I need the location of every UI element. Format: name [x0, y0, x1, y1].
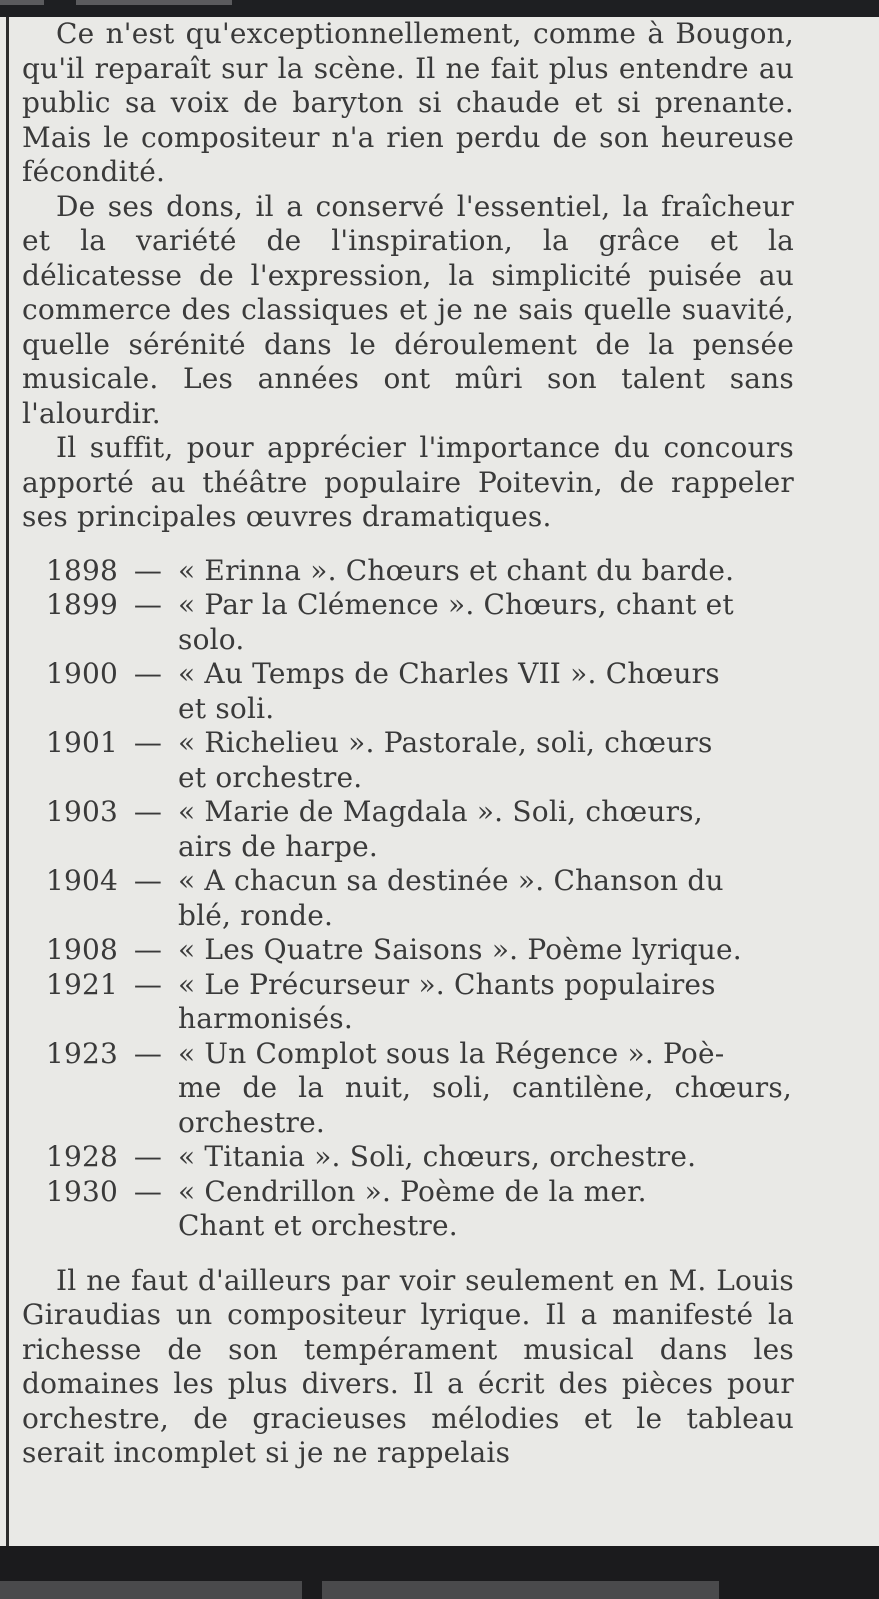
- work-dash: —: [133, 726, 163, 759]
- work-description: [178, 554, 794, 589]
- works-list: [22, 554, 794, 1244]
- work-description: [178, 864, 794, 933]
- paragraph: De ses dons, il a conservé l'essentiel, la fraîcheur et la variété de l'inspiration, la grâce et la délicatesse de l'expression, la simplicité puisée au commerce des classiques et je ne sais quelle suavité, quelle sérénité dans le déroulement de la pensée musicale. Les années ont mûri son talent sans l'alourdir.: [22, 189, 794, 430]
- article-text: [22, 17, 794, 1471]
- work-entry: [22, 1037, 794, 1141]
- work-title-line: « Les Quatre Saisons ». Poème lyrique.: [178, 933, 742, 966]
- work-title-line: « Cendrillon ». Poème de la mer.: [178, 1174, 647, 1208]
- work-continuation: Chant et orchestre.: [178, 1209, 458, 1242]
- paragraph: Il ne faut d'ailleurs par voir seulement en M. Louis Giraudias un compositeur lyrique. Il a manifesté la richesse de son tempérament musical dans les domaines les plus divers. Il a écrit des pièces pour orchestre, de gracieuses mélodies et le tableau serait incomplet si je ne rappelais: [22, 1263, 794, 1469]
- work-dash: —: [133, 967, 163, 1001]
- work-title-line: « Richelieu ». Pastorale, soli, chœurs: [178, 726, 713, 759]
- work-year: 1908: [45, 933, 118, 966]
- work-title-line: « Marie de Magdala ». Soli, chœurs,: [178, 795, 703, 828]
- work-year: 1930: [45, 1174, 118, 1208]
- scanned-page: [0, 17, 879, 1546]
- work-entry: [22, 864, 794, 933]
- work-entry: [22, 933, 794, 968]
- viewer-tab[interactable]: [76, 0, 232, 5]
- viewer-top-bar: [0, 0, 879, 17]
- paragraph: Ce n'est qu'exceptionnellement, comme à Bougon, qu'il reparaît sur la scène. Il ne fait plus entendre au public sa voix de baryton si chaude et si prenante. Mais le compositeur n'a rien perdu de son heureuse fécondité.: [22, 17, 794, 188]
- work-year: 1921: [45, 967, 118, 1001]
- work-dash: —: [133, 553, 163, 587]
- work-description: [178, 588, 794, 657]
- column-rule: [6, 17, 9, 1546]
- work-dash: —: [133, 1140, 163, 1173]
- work-year: 1899: [45, 588, 118, 621]
- work-dash: —: [133, 1174, 163, 1208]
- work-entry: [22, 1175, 794, 1244]
- work-continuation: airs de harpe.: [178, 829, 379, 863]
- work-dash: —: [133, 795, 163, 828]
- work-entry: [22, 657, 794, 726]
- paragraph: Il suffit, pour apprécier l'importance du concours apporté au théâtre populaire Poitevin, de rappeler ses principales œuvres dramatiques.: [22, 431, 794, 533]
- work-title-line: « Titania ». Soli, chœurs, orchestre.: [178, 1140, 697, 1173]
- work-year: 1901: [45, 726, 118, 759]
- viewer-bottom-bar: [0, 1546, 879, 1599]
- work-continuation: blé, ronde.: [178, 898, 334, 932]
- work-entry: [22, 554, 794, 589]
- work-description: [178, 933, 794, 968]
- work-year: 1923: [45, 1036, 118, 1070]
- work-title-line: « Au Temps de Charles VII ». Chœurs: [178, 657, 720, 690]
- work-entry: [22, 795, 794, 864]
- work-description: [178, 726, 794, 795]
- work-entry: [22, 1140, 794, 1175]
- work-dash: —: [133, 1036, 163, 1070]
- work-title-line: « Un Complot sous la Régence ». Poè-: [178, 1036, 725, 1070]
- work-year: 1928: [45, 1140, 118, 1173]
- work-dash: —: [133, 657, 163, 690]
- work-description: [178, 1140, 794, 1175]
- viewer-tab[interactable]: [0, 0, 44, 5]
- work-title-line: « Erinna ». Chœurs et chant du barde.: [178, 553, 735, 587]
- work-title-line: « A chacun sa destinée ». Chanson du: [178, 864, 724, 897]
- work-entry: [22, 726, 794, 795]
- work-title-line: « Par la Clémence ». Chœurs, chant et: [178, 588, 734, 621]
- work-description: [178, 968, 794, 1037]
- work-year: 1900: [45, 657, 118, 690]
- work-description: [178, 657, 794, 726]
- work-year: 1898: [45, 553, 118, 587]
- work-entry: [22, 968, 794, 1037]
- work-entry: [22, 588, 794, 657]
- work-year: 1904: [45, 864, 118, 897]
- work-year: 1903: [45, 795, 118, 828]
- viewer-control[interactable]: [322, 1581, 719, 1599]
- work-continuation: et soli.: [178, 691, 275, 725]
- work-title-line: « Le Précurseur ». Chants populaires: [178, 967, 716, 1001]
- work-dash: —: [133, 588, 163, 621]
- work-continuation: solo.: [178, 622, 245, 656]
- work-continuation: me de la nuit, soli, cantilène, chœurs, orchestre.: [178, 1071, 792, 1139]
- work-continuation: harmonisés.: [178, 1002, 353, 1035]
- work-dash: —: [133, 864, 163, 897]
- viewer-control[interactable]: [0, 1581, 302, 1599]
- work-description: [178, 795, 794, 864]
- work-description: [178, 1037, 794, 1141]
- work-dash: —: [133, 933, 163, 966]
- work-description: [178, 1175, 794, 1244]
- work-continuation: et orchestre.: [178, 760, 363, 794]
